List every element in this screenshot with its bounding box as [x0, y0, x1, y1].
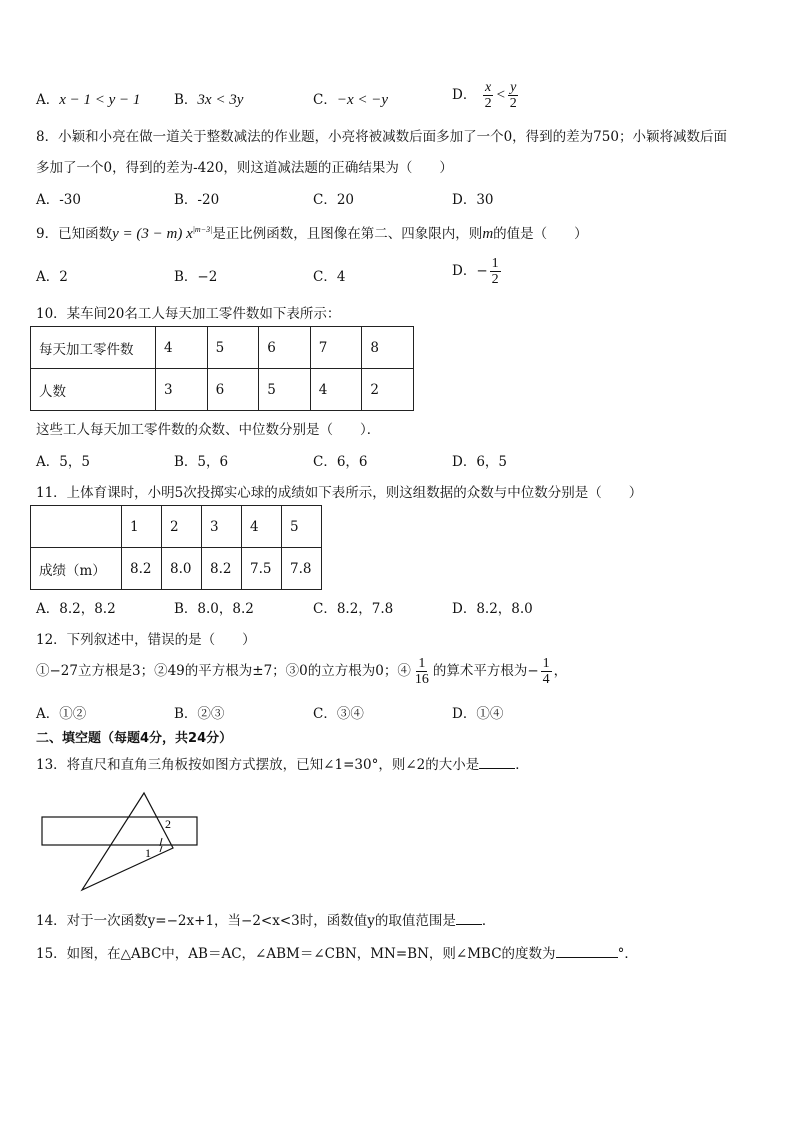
q15-answer-blank: [556, 945, 618, 958]
table-cell: 8.2: [122, 548, 162, 590]
q8-option-b: B．-20: [174, 192, 220, 208]
table-cell: 5: [282, 506, 322, 548]
q10-option-a: A．5，5: [36, 454, 90, 470]
q12-statements: ①−27立方根是3；②49的平方根为±7；③0的立方根为0；④ $\frac{1}{16}$ 的算术平方根为− $\frac{1}{4}$ ，: [36, 656, 568, 687]
q8-option-c: C．20: [313, 192, 355, 208]
q12-option-b: B．②③: [174, 706, 225, 722]
q11-option-d: D．8.2，8.0: [452, 601, 533, 617]
table-cell: 成绩（m）: [31, 548, 122, 590]
table-cell: [31, 506, 122, 548]
angle-label-2: 2: [165, 817, 171, 831]
q10-table: [30, 326, 414, 411]
q14-answer-blank: [456, 912, 482, 925]
q9-stem: 9．已知函数y = (3 − m) $x^{|m-3|}$是正比例函数，且图像在第二、四象限内，则m的值是（ ）: [36, 225, 588, 242]
table-cell: 6: [207, 369, 259, 411]
table-cell: 4: [156, 327, 208, 369]
table-cell: 4: [310, 369, 362, 411]
q11-option-a: A．8.2，8.2: [36, 601, 116, 617]
table-cell: 8.2: [202, 548, 242, 590]
q7-option-d: D． $\frac{x}{2}$ < $\frac{y}{2}$: [452, 80, 517, 111]
q10-stem: 10．某车间20名工人每天加工零件数如下表所示：: [36, 306, 341, 322]
table-cell: 6: [259, 327, 311, 369]
q11-table: [30, 505, 322, 590]
angle-label-1: 1: [145, 846, 151, 860]
q12-option-a: A．①②: [36, 706, 87, 722]
table-row: [31, 548, 322, 590]
q12-option-d: D．①④: [452, 706, 504, 722]
table-cell: 8: [362, 327, 414, 369]
q9-option-c: C．4: [313, 269, 346, 285]
q7-option-d-frac-x: $\frac{x}{2}$: [484, 80, 492, 111]
q7-option-d-frac-y: $\frac{y}{2}$: [509, 80, 517, 111]
q13-figure: [38, 790, 203, 895]
q10-option-b: B．5，6: [174, 454, 229, 470]
table-cell: 每天加工零件数: [31, 327, 156, 369]
q7-option-b-expr: 3x < 3y: [197, 92, 244, 108]
table-cell: 2: [362, 369, 414, 411]
q7-option-a: A．x − 1 < y − 1: [36, 92, 141, 108]
q11-option-c: C．8.2，7.8: [313, 601, 394, 617]
q13-stem: 13．将直尺和直角三角板按如图方式摆放，已知∠1=30°，则∠2的大小是 ．: [36, 757, 529, 773]
q12-frac-1-16: $\frac{1}{16}$: [414, 656, 429, 687]
q12-option-c: C．③④: [313, 706, 364, 722]
table-row: [31, 369, 414, 411]
q9-option-d: D．− $\frac{1}{2}$: [452, 256, 499, 287]
table-cell: 2: [162, 506, 202, 548]
q7-option-a-expr: x − 1 < y − 1: [59, 92, 141, 108]
table-row: [31, 506, 322, 548]
q8-line2: 多加了一个0，得到的差为-420，则这道减法题的正确结果为（ ）: [36, 160, 453, 176]
section-title-fill-blank: 二、填空题（每题4分，共24分）: [36, 731, 233, 746]
q7-option-b: B．3x < 3y: [174, 92, 244, 108]
set-square-triangle: [82, 793, 173, 890]
q9-option-a: A．2: [36, 269, 68, 285]
q11-option-b: B．8.0，8.2: [174, 601, 254, 617]
table-cell: 8.0: [162, 548, 202, 590]
table-cell: 7.5: [242, 548, 282, 590]
q10-option-c: C．6，6: [313, 454, 368, 470]
q8-option-a: A．-30: [36, 192, 81, 208]
q9-option-d-frac: $\frac{1}{2}$: [491, 256, 499, 287]
q10-option-d: D．6，5: [452, 454, 508, 470]
q10-question: 这些工人每天加工零件数的众数、中位数分别是（ ）．: [36, 422, 381, 438]
q9-function: y = (3 − m) x: [112, 226, 193, 242]
q7-option-c: C．−x < −y: [313, 92, 389, 108]
q8-option-d: D．30: [452, 192, 494, 208]
table-cell: 4: [242, 506, 282, 548]
table-cell: 人数: [31, 369, 156, 411]
table-row: [31, 327, 414, 369]
q12-frac-1-4: $\frac{1}{4}$: [542, 656, 550, 687]
q15-stem: 15．如图，在△ABC中，AB＝AC，∠ABM＝∠CBN，MN=BN，则∠MBC的度数为 °．: [36, 946, 638, 962]
table-cell: 3: [156, 369, 208, 411]
table-cell: 3: [202, 506, 242, 548]
table-cell: 5: [207, 327, 259, 369]
q11-stem: 11．上体育课时，小明5次投掷实心球的成绩如下表所示，则这组数据的众数与中位数分别是（ ）: [36, 485, 643, 501]
q14-stem: 14．对于一次函数y=−2x+1，当−2<x<3时，函数值y的取值范围是 ．: [36, 913, 496, 929]
q7-option-c-expr: −x < −y: [336, 92, 389, 108]
q13-answer-blank: [479, 756, 515, 769]
table-cell: 1: [122, 506, 162, 548]
table-cell: 5: [259, 369, 311, 411]
q8-line1: 8．小颖和小亮在做一道关于整数减法的作业题，小亮将被减数后面多加了一个0，得到的差为750；小颖将减数后面: [36, 129, 727, 145]
table-cell: 7.8: [282, 548, 322, 590]
q9-exponent: |m−3|: [192, 225, 213, 234]
q12-stem: 12．下列叙述中，错误的是（ ）: [36, 632, 256, 648]
q9-option-b: B．−2: [174, 269, 218, 285]
table-cell: 7: [310, 327, 362, 369]
angle-1-mark: [160, 846, 162, 852]
